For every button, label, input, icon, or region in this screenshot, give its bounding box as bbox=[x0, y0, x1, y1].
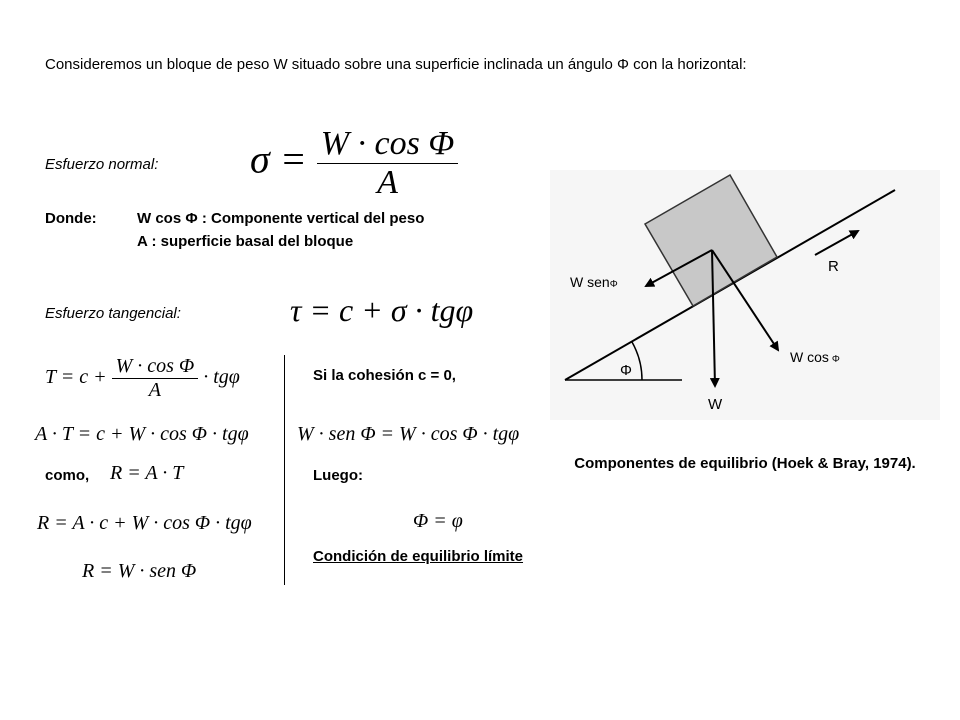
normal-stress-denominator: A bbox=[377, 164, 398, 201]
r-label: R bbox=[828, 258, 839, 275]
w-sen-label-text: W sen bbox=[570, 274, 610, 290]
equation-r-wsen: R = W · sen Φ bbox=[82, 560, 197, 582]
luego-label: Luego: bbox=[313, 467, 363, 484]
w-cos-label-text: W cos bbox=[790, 349, 829, 365]
equation-t-numerator: W · cos Φ bbox=[112, 355, 199, 379]
w-cos-phi: Φ bbox=[831, 354, 840, 365]
equation-t bbox=[45, 355, 240, 402]
block-incline-diagram bbox=[550, 170, 940, 420]
equation-r-ac: R = A · c + W · cos Φ · tgφ bbox=[37, 512, 252, 534]
equation-r-at: R = A · T bbox=[110, 462, 184, 484]
normal-stress-numerator: W · cos Φ bbox=[317, 125, 459, 164]
equation-t-lhs: T = c + bbox=[45, 366, 107, 389]
intro-text: Consideremos un bloque de peso W situado sobre una superficie inclinada un ángulo Φ con la horizontal: bbox=[45, 56, 747, 73]
limit-condition-text: Condición de equilibrio límite bbox=[313, 548, 524, 565]
cohesion-text: Si la cohesión c = 0, bbox=[313, 367, 456, 384]
equation-t-denominator: A bbox=[148, 379, 162, 401]
donde-line-1: W cos Φ : Componente vertical del peso bbox=[137, 210, 425, 227]
equation-phi: Φ = φ bbox=[413, 510, 463, 532]
donde-label: Donde: bbox=[45, 210, 97, 227]
weight-label: W bbox=[708, 396, 723, 413]
equation-t-fraction bbox=[112, 355, 199, 402]
w-sen-phi: Φ bbox=[609, 279, 618, 290]
normal-stress-formula bbox=[250, 125, 458, 202]
equation-equilibrium: W · sen Φ = W · cos Φ · tgφ bbox=[297, 423, 520, 445]
normal-stress-lhs: σ = bbox=[250, 136, 307, 182]
angle-phi-label: Φ bbox=[620, 362, 632, 379]
donde-line-2: A : superficie basal del bloque bbox=[137, 233, 354, 250]
normal-stress-fraction bbox=[317, 125, 459, 202]
como-label: como, bbox=[45, 467, 90, 484]
diagram-caption: Componentes de equilibrio (Hoek & Bray, 1974). bbox=[574, 455, 916, 472]
normal-stress-label: Esfuerzo normal: bbox=[45, 156, 159, 173]
equation-at: A · T = c + W · cos Φ · tgφ bbox=[35, 423, 249, 445]
tangential-stress-label: Esfuerzo tangencial: bbox=[45, 305, 181, 322]
tangential-stress-formula: τ = c + σ · tgφ bbox=[290, 292, 474, 328]
equation-t-rhs: · tgφ bbox=[203, 366, 240, 389]
column-divider bbox=[284, 355, 285, 585]
